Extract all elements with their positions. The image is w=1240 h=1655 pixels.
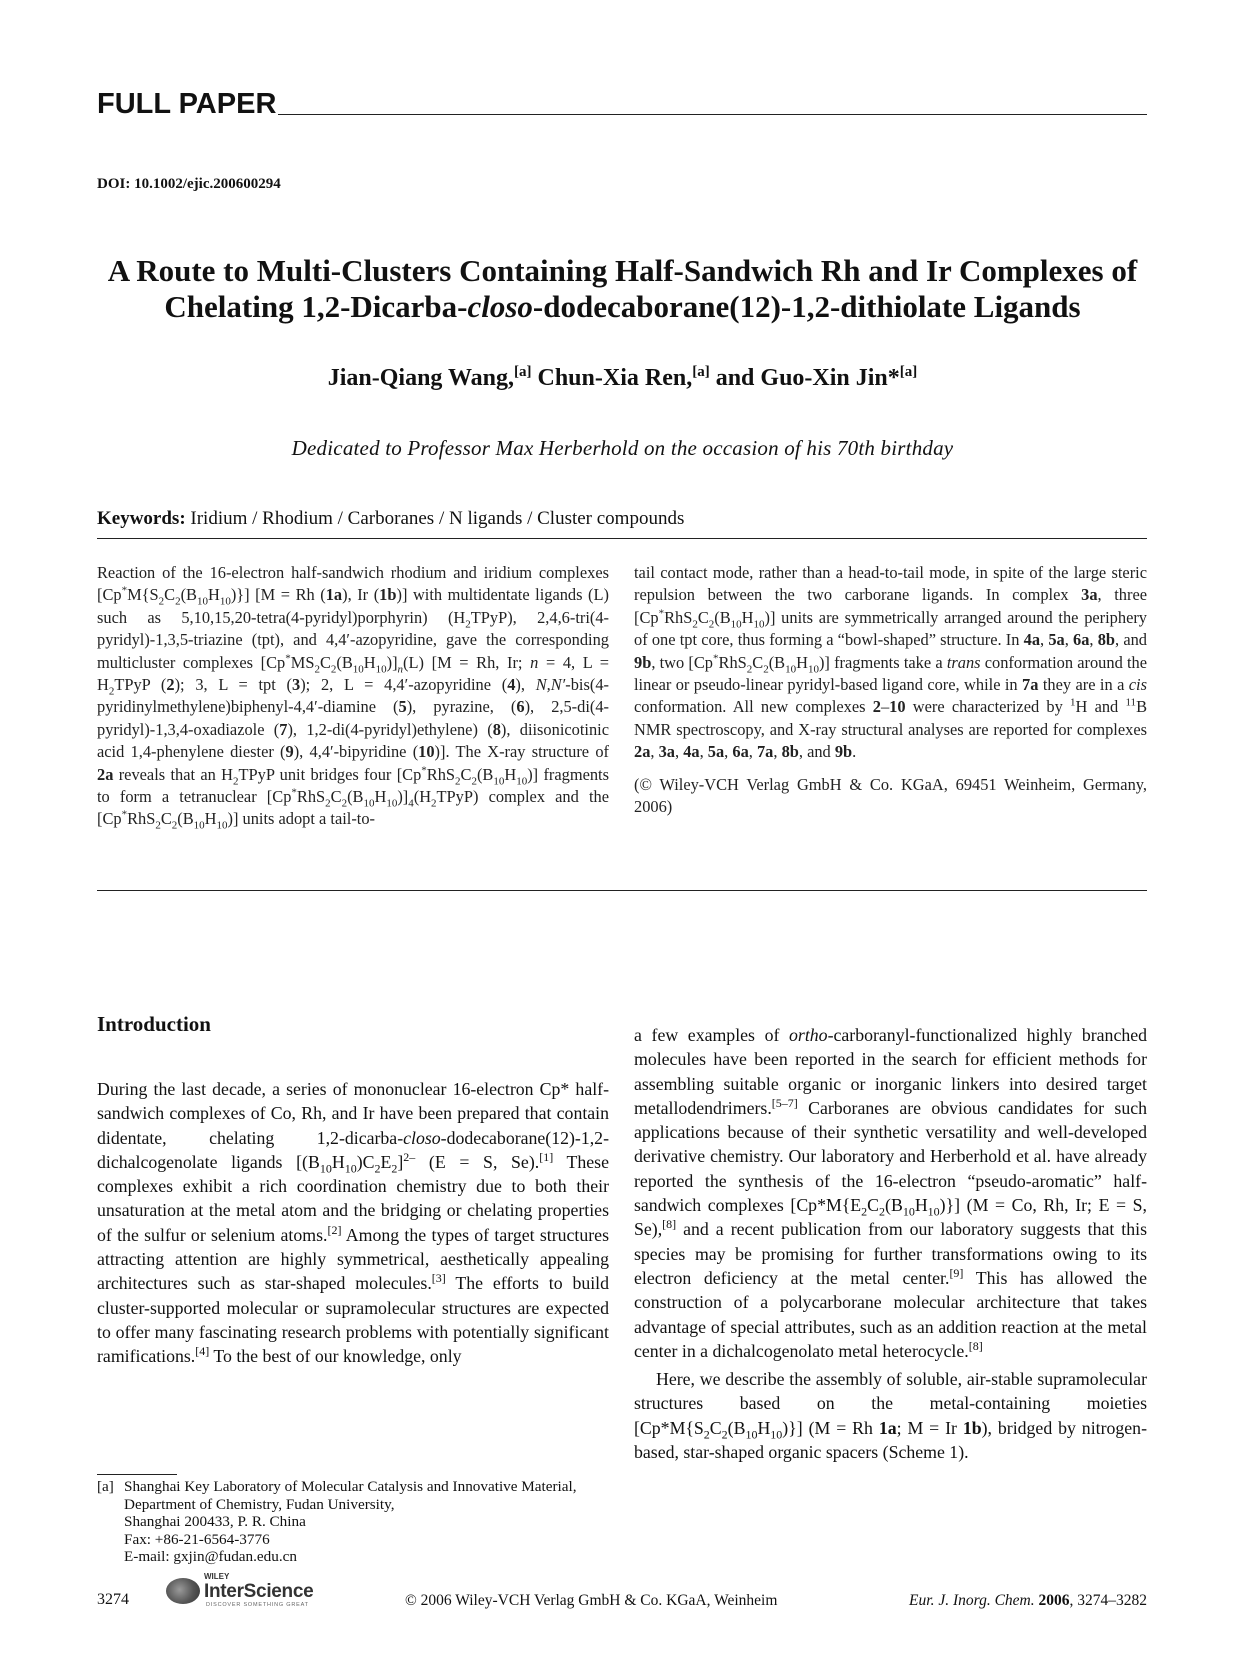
footnote-city: Shanghai 200433, P. R. China: [124, 1513, 306, 1530]
keywords-label: Keywords:: [97, 508, 186, 529]
abstract-right-column: [634, 562, 1147, 818]
author-affiliation: [a]: [514, 364, 532, 380]
footnote-fax: Fax: +86-21-6564-3776: [124, 1530, 270, 1548]
journal-pages: , 3274–3282: [1069, 1592, 1147, 1609]
logo-publisher: WILEY: [204, 1572, 230, 1581]
footnote-mark: [a]: [97, 1478, 114, 1495]
footnote-rule: [97, 1474, 177, 1475]
title-line-2-pre: Chelating 1,2-Dicarba-: [164, 289, 468, 324]
running-header: [97, 80, 1147, 120]
introduction-right-column: [634, 1023, 1147, 1464]
article-title: [80, 253, 1165, 325]
title-line-2-italic: closo: [467, 289, 533, 324]
author-name: Jian-Qiang Wang,: [327, 365, 514, 391]
keywords-rule: [97, 538, 1147, 539]
journal-citation: [909, 1592, 1147, 1610]
dedication: Dedicated to Professor Max Herberhold on the occasion of his 70th birthday: [291, 436, 954, 460]
author-affiliation: [a]: [899, 364, 918, 380]
journal-year: 2006: [1038, 1592, 1070, 1609]
footer-copyright: © 2006 Wiley-VCH Verlag GmbH & Co. KGaA, Weinheim: [405, 1592, 778, 1609]
author-affiliation: [a]: [692, 364, 710, 380]
title-line-2-post: -dodecaborane(12)-1,2-dithiolate Ligands: [532, 289, 1081, 324]
page-number: 3274: [97, 1591, 129, 1608]
journal-name: Eur. J. Inorg. Chem.: [909, 1592, 1035, 1609]
keywords-list: Iridium / Rhodium / Carboranes / N ligands / Cluster compounds: [190, 508, 685, 529]
abstract-rule: [97, 890, 1147, 891]
footnote-email[interactable]: E-mail: gxjin@fudan.edu.cn: [124, 1548, 297, 1565]
logo-tagline: DISCOVER SOMETHING GREAT: [206, 1602, 309, 1608]
footnote-address: Shanghai Key Laboratory of Molecular Catalysis and Innovative Material, Department of Chemistry, Fudan University,: [124, 1478, 577, 1513]
header-rule: [278, 114, 1147, 115]
author-list: [80, 357, 1165, 393]
keywords: [97, 508, 684, 530]
abstract-copyright: (© Wiley-VCH Verlag GmbH & Co. KGaA, 69451 Weinheim, Germany, 2006): [634, 774, 1147, 817]
abstract-left-column: Reaction of the 16-electron half-sandwich rhodium and iridium complexes $[Cp^*M\{S_2C_2(B_{10}H_{10})\}] [M = Rh$ (1a), Ir (1b)] with multidentate ligands (L) such as 5,10,15,20-tetra(4-pyridyl)porphyrin) $(H_2TPyP)$, 2,4,6-tri(4-pyridyl)-1,3,5-triazine (tpt), and 4,4′-azopyridine, gave the corresponding multicluster complexes $[Cp^*MS_2C_2(B_{10}H_{10})]_n(L) [M = Rh$, Ir; n = 4, $L = H_2TPyP$ (2); 3, L = tpt (3); 2, L = 4,4′-azopyridine (4), N,N′-bis(4-pyridinylmethylene)biphenyl-4,4′-diamine (5), pyrazine, (6), 2,5-di(4-pyridyl)-1,3,4-oxadiazole (7), 1,2-di(4-pyridyl)ethylene) (8), diisonicotinic acid 1,4-phenylene diester (9), 4,4′-bipyridine (10)]. The X-ray structure of 2a reveals that an $H_2TPyP$ unit bridges four $[Cp^*RhS_2C_2(B_{10}H_{10})]$ fragments to form a tetranuclear $[Cp^*RhS_2C_2(B_{10}H_{10})]_4(H_2TPyP)$ complex and the $[Cp^*RhS_2C_2(B_{10}H_{10})]$ units adopt a tail-to-: [97, 563, 610, 832]
introduction-heading: Introduction: [97, 1012, 211, 1036]
affiliation-footnote: [97, 1478, 617, 1566]
abstract-text: tail contact mode, rather than a head-to-tail mode, in spite of the large steric repulsion between the two carborane ligands. In complex 3a, three $[Cp^*RhS_2C_2(B_{10}H_{10})]$ units are symmetrically arranged around the periphery of one tpt core, thus forming a “bowl-shaped” structure. In 4a, 5a, 6a, 8b, and 9b, two $[Cp^*RhS_2C_2(B_{10}H_{10})]$ fragments take a trans conformation around the linear or pseudo-linear pyridyl-based ligand core, while in 7a they are in a cis conformation. All new complexes 2–10 were characterized by $^1$H and $^{11}$B NMR spectroscopy, and X-ray structural analyses are reported for complexes 2a, 3a, 4a, 5a, 6a, 7a, 8b, and 9b.: [634, 563, 1148, 762]
logo-name: InterScience: [204, 1581, 314, 1602]
author-name: and Guo-Xin Jin*: [715, 365, 900, 391]
introduction-left-column: During the last decade, a series of mononuclear 16-electron Cp* half-sandwich complexes of Co, Rh, and Ir have been prepared that contain didentate, chelating 1,2-dicarba-closo-dodecaborane(12)-1,2-dichalcogenolate ligands $[(B_{10}H_{10})C_2E_2]^{2-}$ (E = S, Se).[1] These complexes exhibit a rich coordination chemistry due to both their unsaturation at the metal atom and the bridging or chelating properties of the sulfur or selenium atoms.[2] Among the types of target structures attracting attention are highly symmetrical, aesthetically appealing architectures such as star-shaped molecules.[3] The efforts to build cluster-supported molecular or supramolecular structures are expected to offer many fascinating research problems with potentially significant ramifications.[4] To the best of our knowledge, only: [97, 1079, 609, 1367]
doi: DOI: 10.1002/ejic.200600294: [97, 176, 281, 192]
globe-icon: [166, 1578, 200, 1604]
title-line-1: A Route to Multi-Clusters Containing Half-Sandwich Rh and Ir Complexes of: [107, 253, 1138, 288]
interscience-logo: [166, 1572, 336, 1608]
section-label: FULL PAPER: [97, 88, 277, 120]
body-paragraph: Here, we describe the assembly of soluble, air-stable supramolecular structures based on the metal-containing moieties $[Cp*M\{S_2C_2(B_{10}H_{10})\}] (M = Rh$ 1a; M = Ir 1b), bridged by nitrogen-based, star-shaped organic spacers (Scheme 1).: [634, 1369, 1147, 1463]
author-name: Chun-Xia Ren,: [537, 365, 693, 391]
body-paragraph: a few examples of ortho-carboranyl-functionalized highly branched molecules have been reported in the search for efficient methods for assembling suitable organic or inorganic linkers into desired target metallodendrimers.[5–7] Carboranes are obvious candidates for such applications because of their synthetic versatility and well-developed derivative chemistry. Our laboratory and Herberhold et al. have already reported the synthesis of the 16-electron “pseudo-aromatic” half-sandwich complexes $[Cp*M\{E_2C_2(B_{10}H_{10})\}] (M = Co$, Rh, Ir; E = S, Se),[8] and a recent publication from our laboratory suggests that this species may be promising for further transformations owing to its electron deficiency at the metal center.[9] This has allowed the construction of a polycarborane molecular architecture that takes advantage of special attributes, such as an addition reaction at the metal center in a dichalcogenolato metal heterocycle.[8]: [634, 1025, 1148, 1361]
